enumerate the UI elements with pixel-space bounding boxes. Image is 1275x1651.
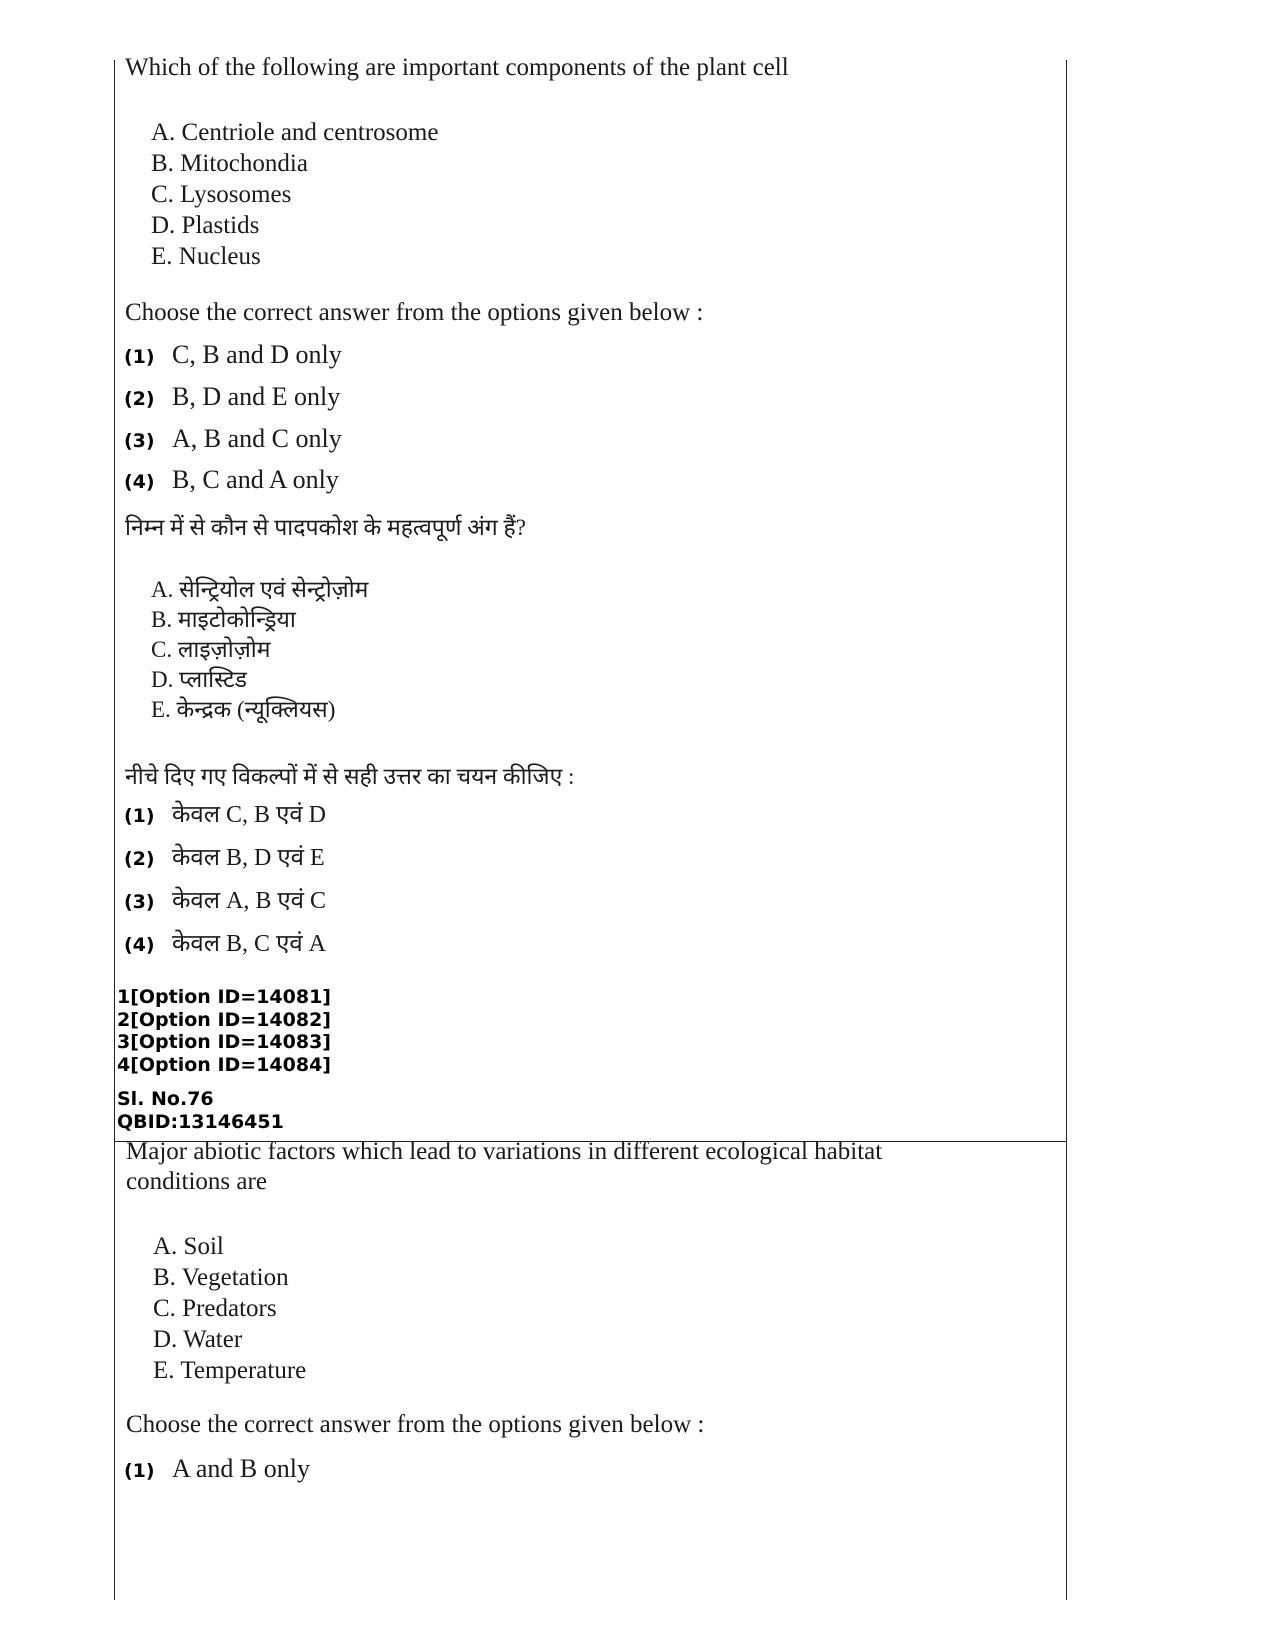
answer-number: (2) — [124, 388, 155, 410]
answer-number: (1) — [124, 805, 155, 827]
choose-instruction-hi: नीचे दिए गए विकल्पों में से सही उत्तर का चयन कीजिए : — [125, 764, 575, 789]
answer-option[interactable] — [124, 840, 325, 873]
statement-item: A. सेन्ट्रियोल एवं सेन्ट्रोज़ोम — [151, 577, 369, 602]
answer-text: B, D and E only — [172, 382, 341, 411]
question-line: Major abiotic factors which lead to variations in different ecological habitat — [126, 1138, 883, 1165]
answer-number: (1) — [124, 1460, 155, 1482]
statement-item: C. लाइज़ोज़ोम — [151, 637, 271, 662]
choose-instruction-en: Choose the correct answer from the options given below : — [126, 1411, 705, 1438]
answer-option[interactable] — [124, 1454, 310, 1484]
answer-option[interactable] — [124, 382, 340, 412]
answer-text: केवल B, C एवं A — [172, 931, 327, 957]
answer-option[interactable] — [124, 797, 326, 830]
option-id: 2[Option ID=14082] — [117, 1008, 331, 1031]
statement-list-hi — [151, 575, 368, 725]
question-text-en — [126, 1137, 882, 1197]
answer-number: (3) — [124, 430, 155, 452]
statement-item: C. Predators — [153, 1295, 277, 1322]
option-id: 4[Option ID=14084] — [117, 1053, 331, 1076]
answer-text: केवल B, D एवं E — [172, 845, 325, 871]
answer-option[interactable] — [124, 465, 339, 495]
answer-number: (1) — [124, 346, 155, 368]
serial-number: Sl. No.76 — [117, 1088, 214, 1110]
statement-item: E. Temperature — [153, 1357, 307, 1384]
statement-item: E. केन्द्रक (न्यूक्लियस) — [151, 697, 336, 722]
question-text-en: Which of the following are important components of the plant cell — [125, 54, 789, 81]
question-text-hi: निम्न में से कौन से पादपकोश के महत्वपूर्ण अंग हैं? — [125, 515, 526, 540]
answer-text: B, C and A only — [172, 465, 339, 494]
statement-item: D. Plastids — [151, 212, 260, 239]
statement-item: A. Soil — [153, 1233, 224, 1260]
answer-option[interactable] — [124, 926, 326, 959]
statement-list-en — [153, 1231, 306, 1386]
answer-number: (2) — [124, 848, 155, 870]
answer-text: A, B and C only — [172, 424, 342, 453]
question-line: conditions are — [126, 1168, 267, 1195]
answer-number: (3) — [124, 891, 155, 913]
statement-item: A. Centriole and centrosome — [151, 119, 439, 146]
statement-item: B. Mitochondia — [151, 150, 308, 177]
option-id-list — [117, 986, 331, 1076]
option-id: 3[Option ID=14083] — [117, 1031, 331, 1053]
answer-number: (4) — [124, 934, 155, 956]
answer-option[interactable] — [124, 340, 342, 370]
statement-item: E. Nucleus — [151, 243, 261, 270]
answer-option[interactable] — [124, 883, 326, 916]
answer-text: A and B only — [172, 1454, 310, 1483]
statement-item: B. Vegetation — [153, 1264, 289, 1291]
statement-item: B. माइटोकोन्ड्रिया — [151, 607, 296, 632]
choose-instruction-en: Choose the correct answer from the options given below : — [125, 299, 704, 326]
statement-item: D. Water — [153, 1326, 243, 1353]
statement-item: C. Lysosomes — [151, 181, 292, 208]
answer-number: (4) — [124, 471, 155, 493]
answer-option[interactable] — [124, 424, 342, 454]
statement-item: D. प्लास्टिड — [151, 667, 247, 692]
statement-list-en — [151, 117, 438, 272]
answer-text: केवल A, B एवं C — [172, 888, 327, 914]
option-id: 1[Option ID=14081] — [117, 986, 331, 1008]
answer-text: C, B and D only — [172, 340, 342, 369]
qbid: QBID:13146451 — [117, 1110, 284, 1133]
answer-text: केवल C, B एवं D — [172, 802, 327, 828]
question-meta — [117, 1088, 284, 1133]
